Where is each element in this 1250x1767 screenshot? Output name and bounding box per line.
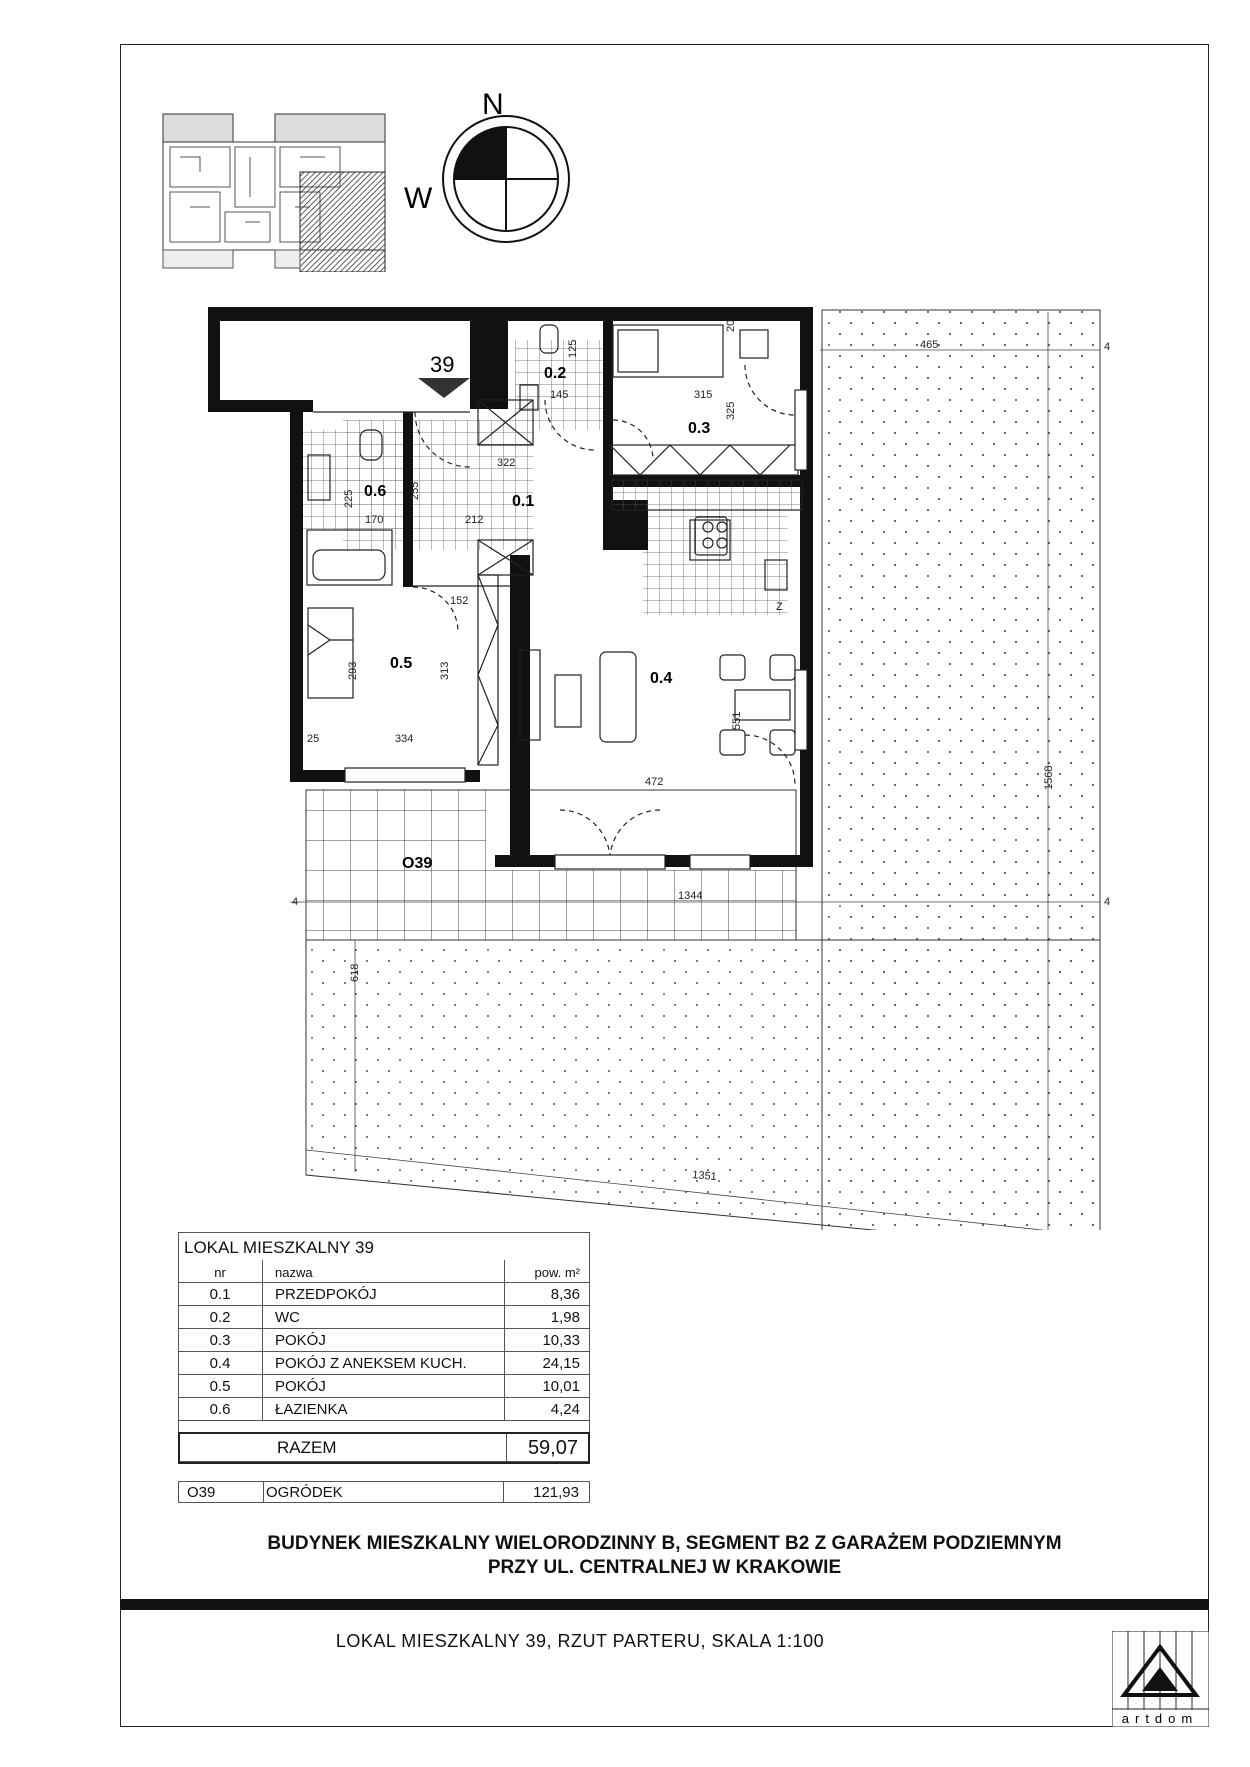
dim-1344: 1344 <box>678 890 703 902</box>
building-title-line2: PRZY UL. CENTRALNEJ W KRAKOWIE <box>487 1557 842 1578</box>
room-label-0.6: 0.6 <box>364 483 387 500</box>
dim-25: 25 <box>307 733 320 745</box>
entrance-arrow-icon <box>418 378 470 398</box>
dim-334: 334 <box>395 733 414 745</box>
room-label-0.5: 0.5 <box>390 655 413 672</box>
dim-472: 472 <box>645 776 664 788</box>
logo-text: artdom <box>1121 1711 1199 1726</box>
cell-name: WC <box>263 1306 505 1328</box>
total-row <box>178 1432 590 1464</box>
table-title: LOKAL MIESZKALNY 39 <box>184 1238 374 1257</box>
room-label-0.1: 0.1 <box>512 493 535 510</box>
dim-z: Z <box>776 601 783 613</box>
room-label-0.3: 0.3 <box>688 420 711 437</box>
title-divider <box>120 1599 1209 1610</box>
table-header-row <box>178 1260 590 1283</box>
garden-label: O39 <box>402 855 433 872</box>
dim-125: 125 <box>567 339 579 358</box>
cell-name: PRZEDPOKÓJ <box>263 1283 505 1305</box>
dim-313: 313 <box>439 661 451 680</box>
dim-322: 322 <box>497 457 516 469</box>
total-value: 59,07 <box>527 1436 578 1459</box>
table-row <box>178 1375 590 1398</box>
dim-255: 255 <box>409 481 421 500</box>
building-title-line1: BUDYNEK MIESZKALNY WIELORODZINNY B, SEGMENT B2 Z GARAŻEM PODZIEMNYM <box>267 1533 1062 1554</box>
unit-number: 39 <box>430 352 455 377</box>
artdom-logo <box>1112 1631 1209 1727</box>
garden-nr: O39 <box>179 1482 264 1502</box>
header-nr: nr <box>178 1260 263 1282</box>
compass-west-label: W <box>404 182 433 215</box>
cell-name: ŁAZIENKA <box>263 1398 505 1420</box>
dim-1568: 1568 <box>1043 765 1055 790</box>
garden-name: OGRÓDEK <box>264 1482 504 1502</box>
cell-area: 10,33 <box>542 1332 580 1349</box>
dim-20: 20 <box>725 319 737 332</box>
dim-315: 315 <box>694 389 713 401</box>
dim-212: 212 <box>465 514 484 526</box>
cell-name: POKÓJ <box>263 1375 505 1397</box>
garden-area-value: 121,93 <box>533 1483 579 1501</box>
dim-170: 170 <box>365 514 384 526</box>
room-label-0.2: 0.2 <box>544 365 567 382</box>
cell-nr: 0.6 <box>178 1398 263 1420</box>
cell-area: 8,36 <box>550 1286 580 1303</box>
table-row <box>178 1352 590 1375</box>
cell-nr: 0.4 <box>178 1352 263 1374</box>
cell-area: 10,01 <box>542 1378 580 1395</box>
dim-618: 618 <box>349 963 361 982</box>
table-row <box>178 1306 590 1329</box>
header-name: nazwa <box>263 1260 505 1282</box>
dim-4-right-low: 4 <box>1104 896 1111 908</box>
dim-551: 551 <box>731 711 743 730</box>
drawing-caption: LOKAL MIESZKALNY 39, RZUT PARTERU, SKALA 1:100 <box>335 1631 825 1651</box>
dim-4-right: 4 <box>1104 341 1111 353</box>
dim-225: 225 <box>343 489 355 508</box>
compass-north-label: N <box>482 88 504 121</box>
header-area: pow. m² <box>534 1265 580 1280</box>
cell-nr: 0.5 <box>178 1375 263 1397</box>
garden-row <box>178 1481 590 1503</box>
cell-area: 1,98 <box>550 1309 580 1326</box>
cell-area: 24,15 <box>542 1355 580 1372</box>
area-table-body <box>178 1260 590 1421</box>
cell-nr: 0.2 <box>178 1306 263 1328</box>
cell-name: POKÓJ Z ANEKSEM KUCH. <box>263 1352 505 1374</box>
cell-name: POKÓJ <box>263 1329 505 1351</box>
total-label: RAZEM <box>180 1434 507 1462</box>
table-row <box>178 1329 590 1352</box>
table-row <box>178 1398 590 1421</box>
dim-293: 293 <box>347 661 359 680</box>
dim-1351: 1351 <box>691 1169 718 1184</box>
cell-area: 4,24 <box>550 1401 580 1418</box>
dim-325: 325 <box>725 401 737 420</box>
cell-nr: 0.3 <box>178 1329 263 1351</box>
cell-nr: 0.1 <box>178 1283 263 1305</box>
table-row <box>178 1283 590 1306</box>
room-label-0.4: 0.4 <box>650 670 673 687</box>
dim-465: 465 <box>920 339 939 351</box>
dim-4-left: 4 <box>292 896 299 908</box>
dim-152: 152 <box>450 595 469 607</box>
dim-145: 145 <box>550 389 569 401</box>
